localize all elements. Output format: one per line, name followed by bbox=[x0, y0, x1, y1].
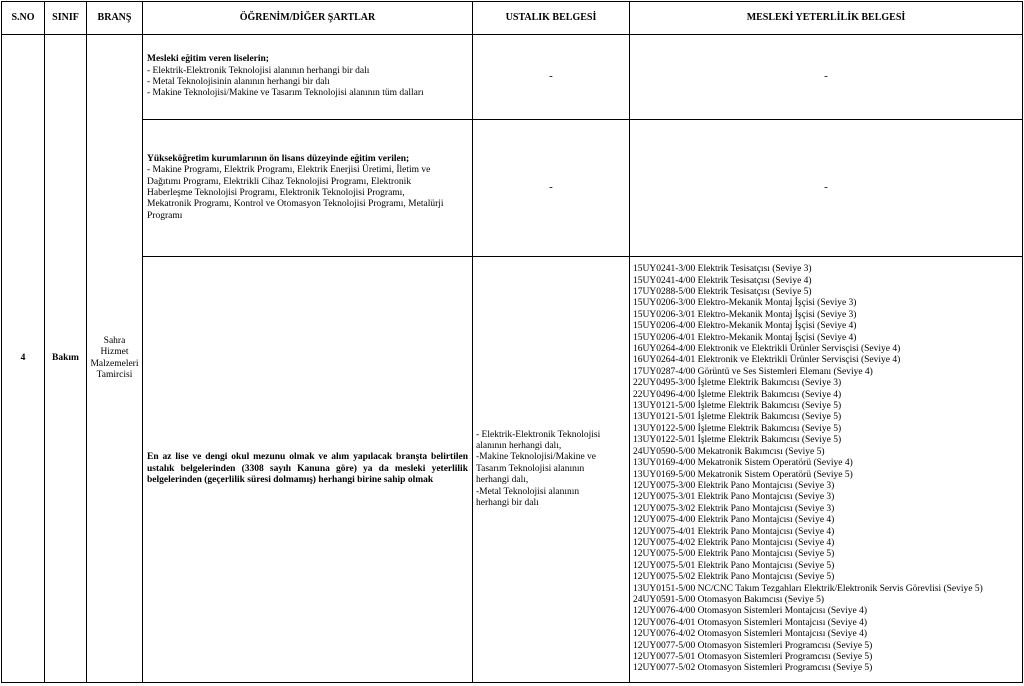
qualification-item: 13UY0122-5/01 İşletme Elektrik Bakımcısı (Seviye 5) bbox=[633, 435, 842, 446]
brans-line: Hizmet bbox=[100, 347, 129, 358]
ustalik-line: Tasarım Teknolojisi alanının bbox=[476, 463, 585, 474]
mesleki-cell: - bbox=[630, 120, 1023, 257]
qualification-item: 12UY0077-5/00 Otomasyon Sistemleri Programcısı (Seviye 5) bbox=[633, 640, 873, 651]
qualification-item: 13UY0122-5/00 İşletme Elektrik Bakımcısı (Seviye 5) bbox=[633, 423, 842, 434]
brans-line: Sahra bbox=[103, 335, 126, 346]
condition-cell-onlisans bbox=[143, 120, 473, 257]
ustalik-line: herhangi bir dalı bbox=[476, 498, 539, 509]
brans-line: Tamircisi bbox=[96, 369, 133, 380]
sno-cell: 4 bbox=[2, 35, 45, 683]
header-sinif: SINIF bbox=[45, 2, 87, 35]
condition-line: Programı bbox=[147, 210, 183, 221]
qualification-item: 12UY0075-5/01 Elektrik Pano Montajcısı (Seviye 5) bbox=[633, 560, 835, 571]
qualification-item: 12UY0077-5/02 Otomasyon Sistemleri Programcısı (Seviye 5) bbox=[633, 663, 873, 674]
condition-line: - Metal Teknolojisinin alanının herhangi bir dalı bbox=[147, 77, 330, 87]
condition-line: Dağıtımı Programı, Elektrikli Cihaz Teknolojisi Programı, Elektronik bbox=[147, 176, 412, 187]
qualification-item: 16UY0264-4/00 Elektronik ve Elektrikli Ürünler Servisçisi (Seviye 4) bbox=[633, 344, 901, 355]
condition-line: - Makine Programı, Elektrik Programı, Elektrik Enerjisi Üretimi, İletim ve bbox=[147, 165, 431, 176]
ustalik-cell: - bbox=[473, 35, 630, 120]
header-brans: BRANŞ bbox=[87, 2, 143, 35]
mesleki-cell: - bbox=[630, 35, 1023, 120]
header-row bbox=[2, 2, 1023, 35]
qualification-item: 16UY0264-4/01 Elektronik ve Elektrikli Ürünler Servisçisi (Seviye 4) bbox=[633, 355, 901, 366]
brans-line: Malzemeleri bbox=[90, 358, 139, 369]
ustalik-line: herhangi dalı, bbox=[476, 475, 529, 486]
qualification-item: 15UY0206-4/00 Elektro-Mekanik Montaj İşçisi (Seviye 4) bbox=[633, 321, 857, 332]
header-sno: S.NO bbox=[2, 2, 45, 35]
qualification-item: 12UY0075-4/01 Elektrik Pano Montajcısı (Seviye 4) bbox=[633, 526, 835, 537]
condition-line: Mekatronik Programı, Kontrol ve Otomasyon Teknolojisi Programı, Metalürji bbox=[147, 199, 444, 210]
qualification-item: 22UY0495-3/00 İşletme Elektrik Bakımcısı (Seviye 3) bbox=[633, 378, 842, 389]
ustalik-cell: - bbox=[473, 120, 630, 257]
qualification-item: 13UY0151-5/00 NC/CNC Takım Tezgahları Elektrik/Elektronik Servis Görevlisi (Seviye 5) bbox=[633, 583, 983, 594]
qualification-item: 12UY0075-3/01 Elektrik Pano Montajcısı (Seviye 3) bbox=[633, 492, 835, 503]
qualification-item: 12UY0075-4/02 Elektrik Pano Montajcısı (Seviye 4) bbox=[633, 537, 835, 548]
qualification-item: 15UY0206-4/01 Elektro-Mekanik Montaj İşçisi (Seviye 4) bbox=[633, 332, 857, 343]
qualification-item: 13UY0169-5/00 Mekatronik Sistem Operatörü (Seviye 5) bbox=[633, 469, 853, 480]
header-ustalik: USTALIK BELGESİ bbox=[473, 2, 630, 35]
qualification-item: 12UY0075-5/00 Elektrik Pano Montajcısı (Seviye 5) bbox=[633, 549, 835, 560]
ustalik-line: - Elektrik-Elektronik Teknolojisi bbox=[476, 429, 601, 440]
qualification-item: 15UY0241-3/00 Elektrik Tesisatçısı (Seviye 3) bbox=[633, 264, 812, 275]
qualification-item: 24UY0591-5/00 Otomasyon Bakımcısı (Seviye 5) bbox=[633, 594, 825, 605]
ustalik-line: -Makine Teknolojisi/Makine ve bbox=[476, 452, 596, 463]
ustalik-line: -Metal Teknolojisi alanının bbox=[476, 486, 580, 497]
table-row bbox=[2, 120, 1023, 257]
qualification-item: 12UY0075-3/02 Elektrik Pano Montajcısı (Seviye 3) bbox=[633, 503, 835, 514]
sinif-cell: Bakım bbox=[45, 35, 87, 683]
qualification-item: 12UY0076-4/01 Otomasyon Sistemleri Montajcısı (Seviye 4) bbox=[633, 617, 868, 628]
qualification-item: 12UY0075-4/00 Elektrik Pano Montajcısı (Seviye 4) bbox=[633, 515, 835, 526]
qualification-item: 13UY0121-5/00 İşletme Elektrik Bakımcısı (Seviye 5) bbox=[633, 401, 842, 412]
condition-line: - Elektrik-Elektronik Teknolojisi alanının herhangi bir dalı bbox=[147, 65, 370, 76]
qualification-item: 24UY0590-5/00 Mekatronik Bakımcısı (Seviye 5) bbox=[633, 446, 825, 457]
qualification-item: 15UY0241-4/00 Elektrik Tesisatçısı (Seviye 4) bbox=[633, 275, 812, 286]
condition-line: Haberleşme Teknolojisi Programı, Elektronik Teknolojisi Programı, bbox=[147, 188, 405, 198]
qualification-item: 13UY0121-5/01 İşletme Elektrik Bakımcısı (Seviye 5) bbox=[633, 412, 842, 423]
qualification-item: 17UY0288-5/00 Elektrik Tesisatçısı (Seviye 5) bbox=[633, 287, 812, 297]
qualification-item: 12UY0076-4/00 Otomasyon Sistemleri Montajcısı (Seviye 4) bbox=[633, 606, 868, 617]
ustalik-cell bbox=[473, 257, 630, 683]
condition-line: - Makine Teknolojisi/Makine ve Tasarım Teknolojisi alanının tüm dalları bbox=[147, 88, 424, 99]
qualification-item: 12UY0076-4/02 Otomasyon Sistemleri Montajcısı (Seviye 4) bbox=[633, 629, 868, 640]
table-row bbox=[2, 257, 1023, 683]
brans-cell bbox=[87, 35, 143, 683]
qualification-item: 22UY0496-4/00 İşletme Elektrik Bakımcısı (Seviye 4) bbox=[633, 389, 842, 400]
qualification-item: 13UY0169-4/00 Mekatronik Sistem Operatörü (Seviye 4) bbox=[633, 458, 853, 469]
qualification-item: 12UY0077-5/01 Otomasyon Sistemleri Programcısı (Seviye 5) bbox=[633, 652, 873, 662]
qualification-item: 15UY0206-3/01 Elektro-Mekanik Montaj İşçisi (Seviye 3) bbox=[633, 309, 857, 320]
header-mesleki: MESLEKİ YETERLİLİK BELGESİ bbox=[630, 2, 1023, 35]
table-row bbox=[2, 35, 1023, 120]
qualification-item: 17UY0287-4/00 Görüntü ve Ses Sistemleri Elemanı (Seviye 4) bbox=[633, 366, 873, 377]
condition-heading: Mesleki eğitim veren liselerin; bbox=[147, 54, 269, 65]
condition-cell-lise bbox=[143, 35, 473, 120]
qualification-item: 15UY0206-3/00 Elektro-Mekanik Montaj İşçisi (Seviye 3) bbox=[633, 298, 857, 309]
condition-cell-lise-dengi: En az lise ve dengi okul mezunu olmak ve alım yapılacak branşta belirtilen ustalık belgelerinden (3308 sayılı Kanuna göre) ya da mesleki yeterlilik belgelerinden (geçerlilik süresi dolmamış) herhangi birine sahip olmak bbox=[143, 257, 473, 683]
header-ogrenim: ÖĞRENİM/DİĞER ŞARTLAR bbox=[143, 2, 473, 35]
qualification-list bbox=[630, 257, 1023, 683]
qualification-item: 12UY0075-5/02 Elektrik Pano Montajcısı (Seviye 5) bbox=[633, 572, 835, 583]
ustalik-line: alanının herhangi dalı, bbox=[476, 440, 562, 451]
qualification-item: 12UY0075-3/00 Elektrik Pano Montajcısı (Seviye 3) bbox=[633, 480, 835, 491]
requirements-table bbox=[1, 1, 1023, 683]
condition-heading: Yükseköğretim kurumlarının ön lisans düzeyinde eğitim verilen; bbox=[147, 153, 410, 164]
